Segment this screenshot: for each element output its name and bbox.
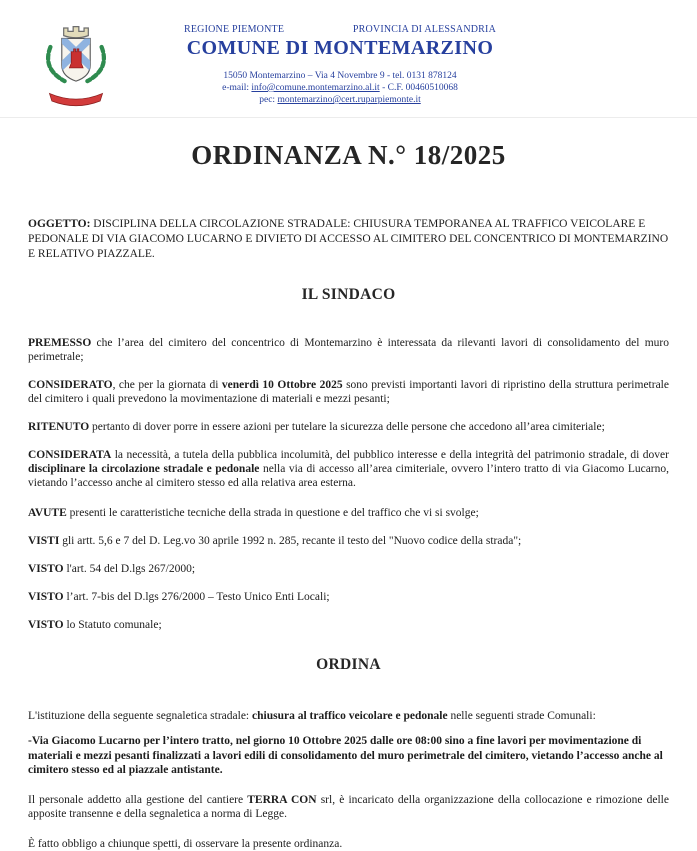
subject-paragraph — [28, 217, 669, 262]
recital-text: lo Statuto comunale; — [63, 619, 162, 631]
pec-label: pec: — [259, 95, 278, 105]
contact-block — [120, 70, 560, 106]
obligation-paragraph: È fatto obbligo a chiunque spetti, di osservare la presente ordinanza. — [28, 837, 343, 850]
recital-visto-2 — [28, 590, 669, 604]
municipality-name: COMUNE DI MONTEMARZINO — [186, 37, 494, 59]
order-intro-text: nelle seguenti strade Comunali: — [447, 710, 596, 722]
recital-bold-text: venerdì 10 Ottobre 2025 — [221, 379, 343, 391]
order-intro-paragraph — [28, 709, 669, 723]
address-line: 15050 Montemarzino – Via 4 Novembre 9 - tel. 0131 878124 — [223, 71, 457, 81]
recital-bold-text: disciplinare la circolazione stradale e pedonale — [28, 463, 260, 475]
recital-text: , che per la giornata di — [112, 379, 222, 391]
order-intro-text: L'istituzione della seguente segnaletica stradale: — [28, 710, 252, 722]
recital-lead: CONSIDERATA — [28, 449, 112, 461]
region-label: REGIONE PIEMONTE — [184, 24, 285, 35]
recital-text: l'art. 54 del D.lgs 267/2000; — [63, 563, 196, 575]
subject-text: DISCIPLINA DELLA CIRCOLAZIONE STRADALE: CHIUSURA TEMPORANEA AL TRAFFICO VEICOLARE E PEDONALE DI VIA GIACOMO LUCARNO E DIVIETO DI ACCESSO AL CIMITERO DEL CONCENTRICO DI MONTEMARZINO E RELATIVO PIAZZALE. — [28, 218, 669, 260]
recital-text: che l’area del cimitero del concentrico di Montemarzino è interessata da rilevanti lavori di consolidamento del muro perimetrale; — [28, 337, 669, 363]
recital-lead: CONSIDERATO — [28, 379, 113, 391]
recital-ritenuto — [28, 420, 669, 434]
recital-lead: VISTO — [28, 619, 64, 631]
pec-link[interactable]: montemarzino@cert.ruparpiemonte.it — [277, 95, 421, 105]
letterhead-text — [120, 24, 560, 106]
subject-label: OGGETTO: — [28, 218, 91, 230]
letterhead — [0, 0, 697, 118]
recital-avute — [28, 506, 669, 520]
contractor-paragraph — [28, 793, 669, 821]
pec-line — [120, 94, 560, 106]
coat-of-arms-logo — [40, 20, 112, 110]
recital-visto-3 — [28, 618, 669, 632]
order-intro-bold: chiusura al traffico veicolare e pedonale — [252, 710, 448, 722]
fiscal-code: - C.F. 00460510068 — [379, 83, 458, 93]
recital-considerato — [28, 378, 669, 406]
recital-text: presenti le caratteristiche tecniche della strada in questione e del traffico che vi si svolge; — [66, 507, 479, 519]
email-label: e-mail: — [222, 83, 252, 93]
province-label: PROVINCIA DI ALESSANDRIA — [352, 24, 496, 35]
recital-visti — [28, 534, 669, 548]
recital-visto-1 — [28, 562, 669, 576]
document-body — [0, 139, 697, 851]
ordinance-title: ORDINANZA N.° 18/2025 — [191, 140, 506, 170]
recital-text: pertanto di dover porre in essere azioni per tutelare la sicurezza delle persone che accedono all’area cimiteriale; — [89, 421, 605, 433]
recital-premesso — [28, 336, 669, 364]
heading-ordina: ORDINA — [316, 656, 381, 673]
email-line — [120, 82, 560, 94]
recital-lead: VISTI — [28, 535, 60, 547]
street-closure-clause: -Via Giacomo Lucarno per l’intero tratto, nel giorno 10 Ottobre 2025 dalle ore 08:00 sino a fine lavori per movimentazione di materiali e mezzi pesanti finalizzati a lavori edili di consolidamento del muro perimetrale del cimitero, vietando l’accesso anche al cimitero stesso ed al piazzale antistante. — [28, 735, 663, 776]
email-link[interactable]: info@comune.montemarzino.al.it — [251, 83, 380, 93]
heading-il-sindaco: IL SINDACO — [301, 286, 396, 303]
recital-lead: VISTO — [28, 591, 64, 603]
recital-considerata — [28, 448, 669, 490]
coat-of-arms-icon — [40, 20, 112, 110]
recital-lead: RITENUTO — [28, 421, 90, 433]
recital-text: sono previsti importanti lavori di ripristino della struttura perimetrale del cimitero i quali prevedono la movimentazione di materiali e mezzi pesanti; — [28, 379, 669, 405]
region-province-row — [184, 24, 496, 35]
contractor-text: srl, è incaricato della organizzazione della collocazione e rimozione delle apposite transenne e della segnaletica a norma di Legge. — [28, 793, 669, 820]
contractor-text: Il personale addetto alla gestione del cantiere — [28, 793, 248, 806]
recital-text: la necessità, a tutela della pubblica incolumità, del pubblico interesse e della integrità del patrimonio stradale, di dover — [111, 449, 669, 461]
contractor-name: TERRA CON — [247, 793, 317, 806]
recital-lead: VISTO — [28, 563, 64, 575]
recital-text: nella via di accesso all’area cimiteriale, ovvero l’intero tratto di via Giacomo Lucarno, vietando l’accesso anche al cimitero stesso ed alla relativa area esterna. — [28, 463, 670, 489]
recital-text: l’art. 7-bis del D.lgs 276/2000 – Testo Unico Enti Locali; — [63, 591, 330, 603]
recital-lead: PREMESSO — [28, 337, 92, 349]
recital-text: gli artt. 5,6 e 7 del D. Leg.vo 30 aprile 1992 n. 285, recante il testo del "Nuovo codice della strada"; — [59, 535, 522, 547]
recital-lead: AVUTE — [28, 507, 67, 519]
